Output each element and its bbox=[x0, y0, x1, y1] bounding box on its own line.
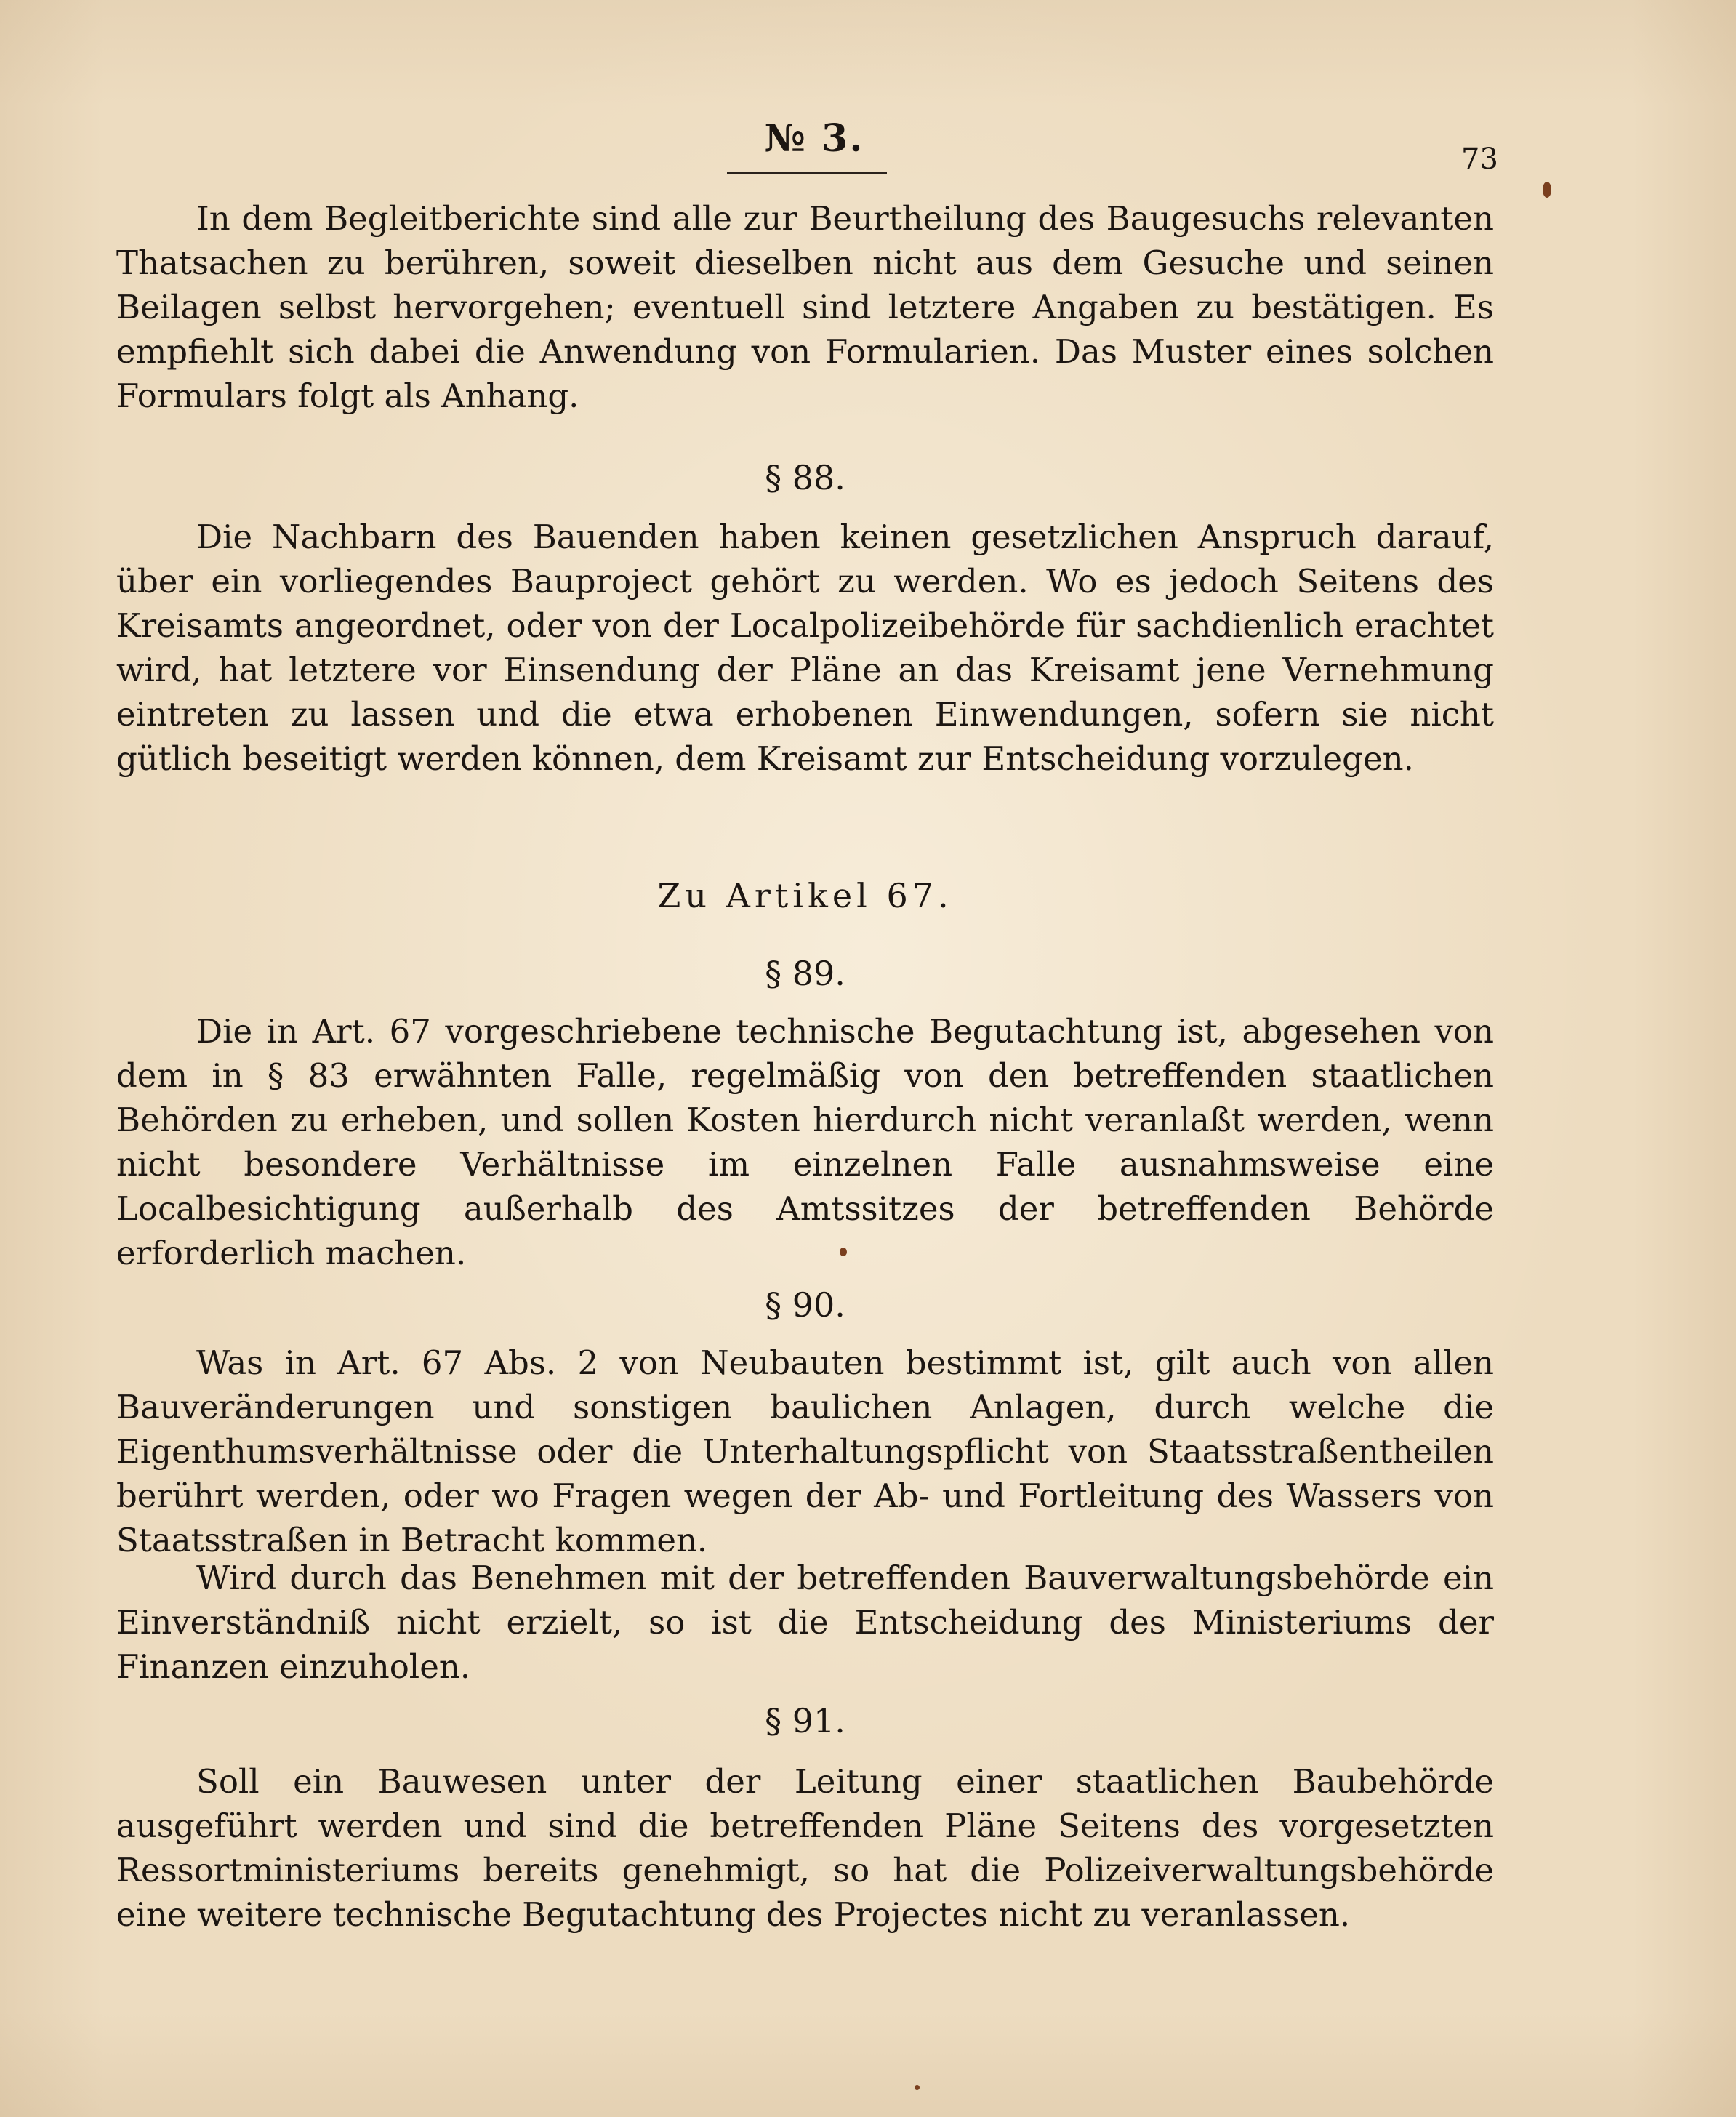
section-88-heading: § 88. bbox=[765, 458, 845, 497]
section-90-heading: § 90. bbox=[765, 1285, 845, 1325]
section-90-paragraph-2: Wird durch das Benehmen mit der betreffenden Bauverwaltungsbehörde ein Einverständniß nicht erzielt, so ist die Entscheidung des Ministeriums der Finanzen einzuholen. bbox=[116, 1559, 1494, 1686]
section-90-paragraph-1: Was in Art. 67 Abs. 2 von Neubauten bestimmt ist, gilt auch von allen Bauveränderungen und sonstigen baulichen Anlagen, durch welche die Eigenthumsverhältnisse oder die Unterhaltungspflicht von Staatsstraßentheilen berührt werden, oder wo Fragen wegen der Ab- und Fortleitung des Wassers von Staatsstraßen in Betracht kommen. bbox=[116, 1343, 1494, 1559]
page-number: 73 bbox=[1461, 142, 1498, 176]
header-rule bbox=[727, 172, 887, 174]
section-91-heading: § 91. bbox=[765, 1701, 845, 1740]
paper-stain bbox=[1543, 182, 1551, 198]
article-67-heading: Zu Artikel 67. bbox=[657, 876, 953, 915]
section-89-heading: § 89. bbox=[765, 954, 845, 993]
section-88-paragraph: Die Nachbarn des Bauenden haben keinen gesetzlichen Anspruch darauf, über ein vorliegendes Bauproject gehört zu werden. Wo es jedoch Seitens des Kreisamts angeordnet, oder von der Localpolizeibehörde für sachdienlich erachtet wird, hat letztere vor Einsendung der Pläne an das Kreisamt jene Vernehmung eintreten zu lassen und die etwa erhobenen Einwendungen, sofern sie nicht gütlich beseitigt werden können, dem Kreisamt zur Entscheidung vorzulegen. bbox=[116, 518, 1494, 778]
section-89-paragraph: Die in Art. 67 vorgeschriebene technische Begutachtung ist, abgesehen von dem in § 83 erwähnten Falle, regelmäßig von den betreffenden staatlichen Behörden zu erheben, und sollen Kosten hierdurch nicht veranlaßt werden, wenn nicht besondere Verhältnisse im einzelnen Falle ausnahmsweise eine Localbesichtigung außerhalb des Amtssitzes der betreffenden Behörde erforderlich machen. bbox=[116, 1012, 1494, 1272]
section-91-paragraph: Soll ein Bauwesen unter der Leitung einer staatlichen Baubehörde ausgeführt werden und sind die betreffenden Pläne Seitens des vorgesetzten Ressortministeriums bereits genehmigt, so hat die Polizeiverwaltungsbehörde eine weitere technische Begutachtung des Projectes nicht zu veranlassen. bbox=[116, 1762, 1494, 1934]
paper-stain bbox=[915, 2085, 920, 2090]
issue-number: № 3. bbox=[764, 116, 864, 161]
paper-stain bbox=[840, 1248, 847, 1256]
intro-paragraph: In dem Begleitberichte sind alle zur Beurtheilung des Baugesuchs relevanten Thatsachen zu berühren, soweit dieselben nicht aus dem Gesuche und seinen Beilagen selbst hervorgehen; eventuell sind letztere Angaben zu bestätigen. Es empfiehlt sich dabei die Anwendung von Formularien. Das Muster eines solchen Formulars folgt als Anhang. bbox=[116, 199, 1494, 415]
